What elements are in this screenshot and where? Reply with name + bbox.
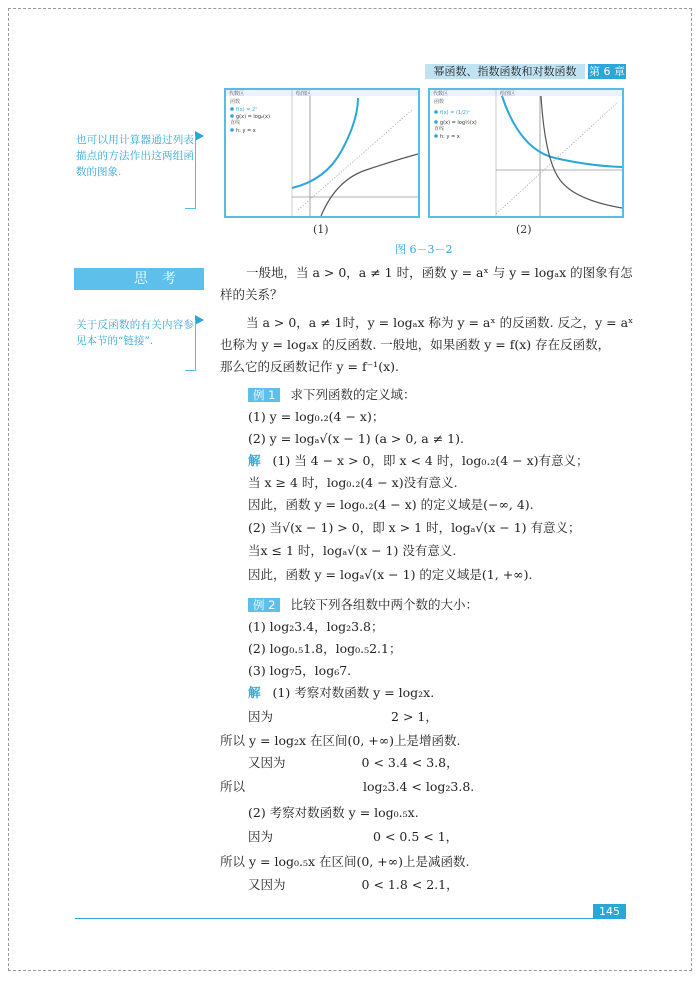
think-heading: 思考 <box>74 268 204 290</box>
example-2-prompt: 比较下列各组数中两个数的大小： <box>290 597 478 612</box>
solution-line: 因此，函数 y = log₀.₂(4 − x) 的定义域是(−∞, 4). <box>248 497 534 512</box>
inverse-paragraph: 当 a > 0，a ≠ 1时，y = logₐx 称为 y = aˣ 的反函数. 反之，y = aˣ <box>246 315 634 330</box>
margin-note-inverse: 关于反函数的有关内容参见本节的“链接”. <box>76 319 194 347</box>
solution-line: 所以 y = log₀.₅x 在区间(0, +∞)上是减函数. <box>220 854 470 869</box>
flag-icon <box>195 315 204 325</box>
fig2-f-label: f(x) = (1/2)ˣ <box>440 110 471 116</box>
example-2-tag: 例 2 <box>248 598 280 612</box>
label: 因为 <box>248 709 274 724</box>
example-1-item: (1) y = log₀.₂(4 − x)； <box>248 409 385 424</box>
value: log₂3.4 < log₂3.8. <box>363 779 475 794</box>
inverse-paragraph: 也称为 y = logₐx 的反函数. 一般地，如果函数 y = f(x) 存在反函数， <box>220 337 611 352</box>
flag-icon <box>195 131 204 141</box>
solution-tag: 解 <box>248 685 261 700</box>
inverse-paragraph: 那么它的反函数记作 y = f⁻¹(x). <box>220 359 399 374</box>
value: 2 > 1， <box>391 709 438 724</box>
fig2-g-label: g(x) = log½(x) <box>440 120 477 126</box>
figure-label: 图 6－3－2 <box>395 243 453 256</box>
fig1-h-label: h: y = x <box>236 128 256 134</box>
fig1-algebra-panel-label: 代数区 <box>229 91 245 97</box>
think-question: 一般地，当 a > 0，a ≠ 1 时，函数 y = aˣ 与 y = logₐx 的图象有怎 <box>246 265 633 280</box>
figure-2-caption: (2) <box>516 223 532 236</box>
example-1-tag: 例 1 <box>248 388 280 402</box>
solution-line <box>220 778 474 796</box>
note-bracket <box>185 320 196 371</box>
example-1-heading <box>248 386 416 404</box>
section-title: 幂函数、指数函数和对数函数 <box>425 64 585 79</box>
example-2-item: (1) log₂3.4，log₂3.8； <box>248 619 384 634</box>
label: 又因为 <box>248 755 286 770</box>
value: 0 < 0.5 < 1， <box>373 829 459 844</box>
solution-line: (1) 考察对数函数 y = log₂x. <box>272 685 435 700</box>
margin-note-calculator: 也可以用计算器通过列表描点的方法作出这两组函数的图象. <box>76 134 194 178</box>
figure-1-caption: (1) <box>313 223 329 236</box>
label: 所以 <box>220 779 246 794</box>
footer-rule <box>75 918 626 919</box>
solution-line <box>248 876 459 894</box>
figure-2 <box>428 88 624 218</box>
solution-line: 因此，函数 y = logₐ√(x − 1) 的定义域是(1, +∞). <box>248 567 533 582</box>
example-1-solution <box>248 452 589 470</box>
fig2-group-line: 直线 <box>434 126 445 132</box>
think-question: 样的关系？ <box>220 287 283 302</box>
figure-1 <box>224 88 420 218</box>
example-2-heading <box>248 596 478 614</box>
solution-line <box>248 708 438 726</box>
value: 0 < 3.4 < 3.8， <box>361 755 459 770</box>
fig2-algebra-panel-label: 代数区 <box>433 91 449 97</box>
fig2-h-label: h: y = x <box>440 134 460 140</box>
example-2-solution <box>248 684 434 702</box>
solution-line <box>248 754 459 772</box>
solution-line: (1) 当 4 − x > 0，即 x < 4 时，log₀.₂(4 − x)有意义； <box>272 453 589 468</box>
chapter-badge: 第 6 章 <box>589 65 625 78</box>
solution-line: (2) 当√(x − 1) > 0，即 x > 1 时，logₐ√(x − 1) 有意义； <box>248 520 581 535</box>
value: 0 < 1.8 < 2.1， <box>361 877 459 892</box>
example-1-prompt: 求下列函数的定义域： <box>290 387 416 402</box>
fig1-graph-panel-label: 绘图区 <box>296 91 312 97</box>
label: 又因为 <box>248 877 286 892</box>
example-2-item: (2) log₀.₅1.8，log₀.₅2.1； <box>248 641 402 656</box>
note-bracket <box>185 136 196 209</box>
solution-line <box>248 828 458 846</box>
solution-tag: 解 <box>248 453 261 468</box>
fig1-group-line: 直线 <box>230 120 241 126</box>
fig1-g-label: g(x) = log₂(x) <box>236 114 270 120</box>
example-1-item: (2) y = logₐ√(x − 1) (a > 0, a ≠ 1). <box>248 431 464 446</box>
solution-line: (2) 考察对数函数 y = log₀.₅x. <box>248 805 419 820</box>
fig1-f-label: f(x) = 2ˣ <box>236 107 258 113</box>
solution-line: 当x ≤ 1 时，logₐ√(x − 1) 没有意义. <box>248 543 457 558</box>
solution-line: 所以 y = log₂x 在区间(0, +∞)上是增函数. <box>220 733 461 748</box>
fig2-graph-panel-label: 绘图区 <box>500 91 516 97</box>
fig1-group-func: 函数 <box>230 99 241 105</box>
example-2-item: (3) log₇5，log₆7. <box>248 663 352 678</box>
solution-line: 当 x ≥ 4 时，log₀.₂(4 − x)没有意义. <box>248 475 458 490</box>
page-number: 145 <box>593 904 626 919</box>
label: 因为 <box>248 829 274 844</box>
fig2-group-func: 函数 <box>434 99 445 105</box>
